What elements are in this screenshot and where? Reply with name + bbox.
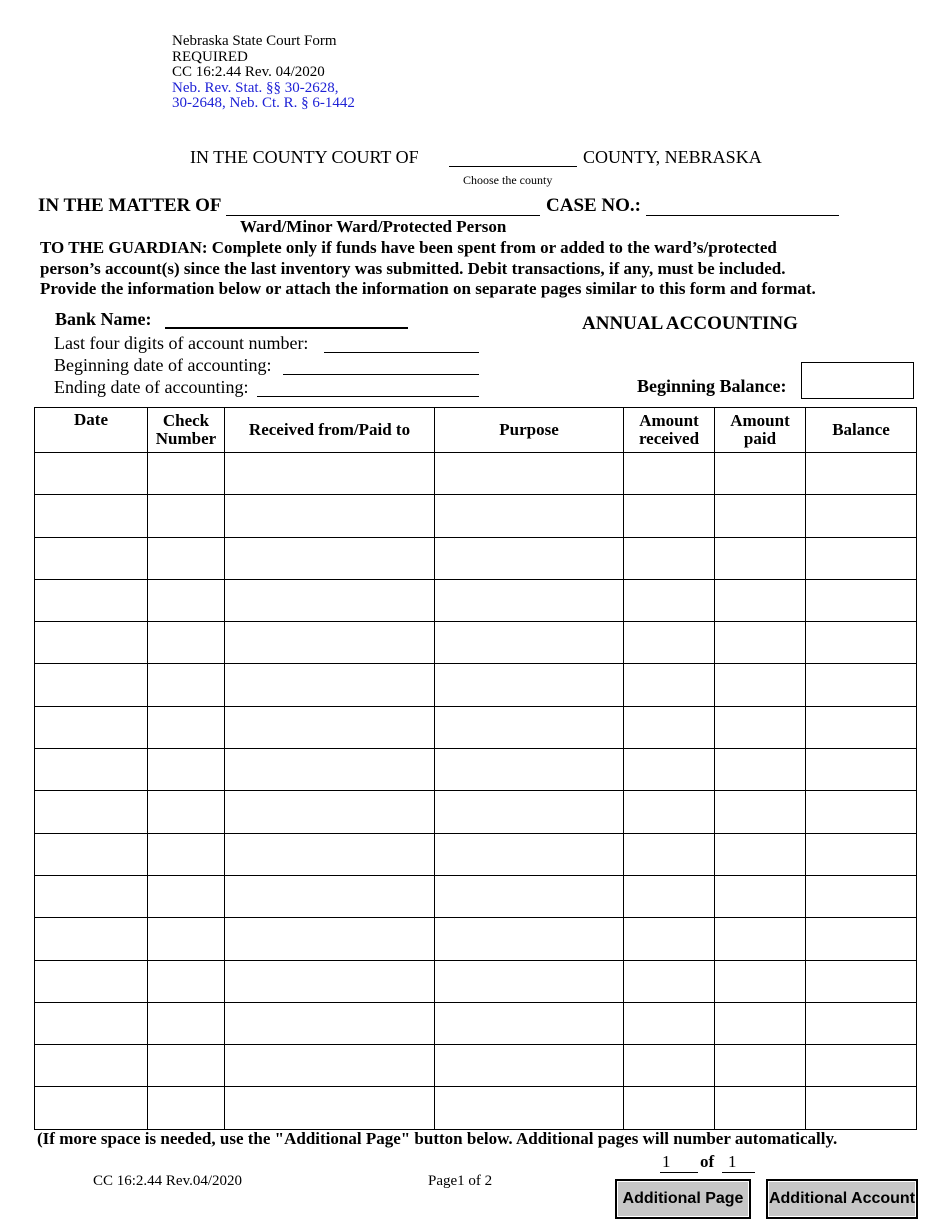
date-cell[interactable] [35, 875, 148, 917]
court-suffix: COUNTY, NEBRASKA [583, 147, 762, 167]
date-cell[interactable] [35, 537, 148, 579]
received-paid-cell[interactable] [225, 749, 435, 791]
purpose-cell[interactable] [435, 453, 624, 495]
purpose-cell[interactable] [435, 537, 624, 579]
end-date-label: Ending date of accounting: [54, 377, 249, 397]
balance-cell[interactable] [806, 495, 917, 537]
purpose-cell[interactable] [435, 1045, 624, 1087]
received-paid-cell[interactable] [225, 495, 435, 537]
county-select[interactable] [449, 146, 577, 167]
balance-cell[interactable] [806, 833, 917, 875]
received-paid-cell[interactable] [225, 960, 435, 1002]
balance-cell[interactable] [806, 1045, 917, 1087]
amount-paid-cell[interactable] [715, 833, 806, 875]
amount-paid-cell[interactable] [715, 1045, 806, 1087]
date-cell[interactable] [35, 791, 148, 833]
balance-cell[interactable] [806, 960, 917, 1002]
bank-name-label: Bank Name: [55, 309, 152, 329]
balance-cell[interactable] [806, 1087, 917, 1129]
bank-name-field[interactable] [165, 307, 408, 329]
purpose-cell[interactable] [435, 833, 624, 875]
check-number-cell[interactable] [148, 918, 225, 960]
purpose-cell[interactable] [435, 875, 624, 917]
table-row [35, 537, 917, 579]
purpose-cell[interactable] [435, 1087, 624, 1129]
table-row [35, 1045, 917, 1087]
received-paid-cell[interactable] [225, 579, 435, 621]
table-row [35, 749, 917, 791]
statute-link-2[interactable]: 30-2648, Neb. Ct. R. § 6-1442 [172, 95, 355, 111]
purpose-cell[interactable] [435, 706, 624, 748]
amount-paid-cell[interactable] [715, 1002, 806, 1044]
amount-paid-cell[interactable] [715, 622, 806, 664]
received-paid-cell[interactable] [225, 1002, 435, 1044]
balance-cell[interactable] [806, 453, 917, 495]
amount-received-cell[interactable] [624, 622, 715, 664]
amount-paid-cell[interactable] [715, 664, 806, 706]
additional-page-button[interactable]: Additional Page [615, 1179, 751, 1219]
beginning-balance-label: Beginning Balance: [637, 376, 787, 396]
received-paid-cell[interactable] [225, 833, 435, 875]
balance-cell[interactable] [806, 918, 917, 960]
check-number-cell[interactable] [148, 1002, 225, 1044]
page-total: 1 [722, 1152, 755, 1173]
purpose-cell[interactable] [435, 960, 624, 1002]
amount-received-cell[interactable] [624, 579, 715, 621]
balance-cell[interactable] [806, 664, 917, 706]
begin-date-label: Beginning date of accounting: [54, 355, 272, 375]
amount-received-cell[interactable] [624, 706, 715, 748]
check-number-cell[interactable] [148, 833, 225, 875]
amount-received-cell[interactable] [624, 918, 715, 960]
ward-name-field[interactable] [226, 195, 540, 216]
amount-paid-cell[interactable] [715, 960, 806, 1002]
col-header-amount-paid: Amount paid [715, 408, 806, 453]
ledger-body [35, 453, 917, 1130]
date-cell[interactable] [35, 1087, 148, 1129]
received-paid-cell[interactable] [225, 664, 435, 706]
table-row [35, 453, 917, 495]
last-four-field[interactable] [324, 333, 479, 353]
date-cell[interactable] [35, 622, 148, 664]
table-row [35, 579, 917, 621]
amount-received-cell[interactable] [624, 664, 715, 706]
guardian-instructions [40, 238, 816, 300]
col-header-purpose: Purpose [435, 408, 624, 453]
beginning-balance-field[interactable] [801, 362, 914, 399]
balance-cell[interactable] [806, 579, 917, 621]
check-number-cell[interactable] [148, 706, 225, 748]
ward-sublabel: Ward/Minor Ward/Protected Person [240, 217, 507, 236]
check-number-cell[interactable] [148, 453, 225, 495]
amount-received-cell[interactable] [624, 875, 715, 917]
purpose-cell[interactable] [435, 495, 624, 537]
amount-received-cell[interactable] [624, 1002, 715, 1044]
table-row [35, 960, 917, 1002]
table-row [35, 664, 917, 706]
table-row [35, 1002, 917, 1044]
col-header-check-number: Check Number [148, 408, 225, 453]
amount-paid-cell[interactable] [715, 453, 806, 495]
form-code: CC 16:2.44 Rev. 04/2020 [172, 64, 325, 80]
amount-paid-cell[interactable] [715, 706, 806, 748]
received-paid-cell[interactable] [225, 1087, 435, 1129]
instructions-line-2: person’s account(s) since the last inventory was submitted. Debit transactions, if any, must be included. [40, 258, 786, 278]
check-number-cell[interactable] [148, 579, 225, 621]
date-cell[interactable] [35, 579, 148, 621]
balance-cell[interactable] [806, 622, 917, 664]
amount-paid-cell[interactable] [715, 537, 806, 579]
check-number-cell[interactable] [148, 875, 225, 917]
page-current: 1 [660, 1152, 698, 1173]
table-header-row [35, 408, 917, 453]
date-cell[interactable] [35, 833, 148, 875]
additional-account-button[interactable]: Additional Account [766, 1179, 918, 1219]
date-cell[interactable] [35, 918, 148, 960]
balance-cell[interactable] [806, 1002, 917, 1044]
received-paid-cell[interactable] [225, 791, 435, 833]
check-number-cell[interactable] [148, 749, 225, 791]
received-paid-cell[interactable] [225, 918, 435, 960]
last-four-label: Last four digits of account number: [54, 333, 309, 353]
col-header-received-paid: Received from/Paid to [225, 408, 435, 453]
purpose-cell[interactable] [435, 579, 624, 621]
date-cell[interactable] [35, 749, 148, 791]
purpose-cell[interactable] [435, 749, 624, 791]
check-number-cell[interactable] [148, 495, 225, 537]
purpose-cell[interactable] [435, 791, 624, 833]
required-label: REQUIRED [172, 49, 248, 65]
page-of-label: of [700, 1152, 715, 1171]
amount-paid-cell[interactable] [715, 495, 806, 537]
received-paid-cell[interactable] [225, 453, 435, 495]
ledger-table [34, 407, 917, 1130]
date-cell[interactable] [35, 1045, 148, 1087]
check-number-cell[interactable] [148, 1087, 225, 1129]
balance-cell[interactable] [806, 791, 917, 833]
table-row [35, 875, 917, 917]
table-row [35, 918, 917, 960]
end-date-field[interactable] [257, 377, 479, 397]
purpose-cell[interactable] [435, 622, 624, 664]
purpose-cell[interactable] [435, 664, 624, 706]
additional-space-note: (If more space is needed, use the "Additional Page" button below. Additional pages will number automatically. [37, 1129, 838, 1148]
amount-received-cell[interactable] [624, 1045, 715, 1087]
matter-label: IN THE MATTER OF [38, 195, 222, 216]
footer-form-code: CC 16:2.44 Rev.04/2020 [93, 1173, 243, 1189]
table-row [35, 622, 917, 664]
amount-received-cell[interactable] [624, 537, 715, 579]
instructions-line-1: TO THE GUARDIAN: Complete only if funds have been spent from or added to the ward’s/protected [40, 238, 777, 257]
statute-link-1[interactable]: Neb. Rev. Stat. §§ 30-2628, [172, 80, 339, 96]
check-number-cell[interactable] [148, 1045, 225, 1087]
instructions-line-3: Provide the information below or attach the information on separate pages similar to this form and format. [40, 279, 816, 298]
amount-received-cell[interactable] [624, 495, 715, 537]
balance-cell[interactable] [806, 875, 917, 917]
table-row [35, 833, 917, 875]
amount-received-cell[interactable] [624, 453, 715, 495]
footer-page-label: Page1 of 2 [428, 1173, 493, 1189]
date-cell[interactable] [35, 495, 148, 537]
amount-received-cell[interactable] [624, 791, 715, 833]
purpose-cell[interactable] [435, 918, 624, 960]
amount-received-cell[interactable] [624, 833, 715, 875]
case-number-field[interactable] [646, 195, 839, 216]
col-header-date: Date [35, 408, 148, 453]
col-header-balance: Balance [806, 408, 917, 453]
amount-paid-cell[interactable] [715, 875, 806, 917]
received-paid-cell[interactable] [225, 1045, 435, 1087]
balance-cell[interactable] [806, 749, 917, 791]
check-number-cell[interactable] [148, 537, 225, 579]
table-row [35, 791, 917, 833]
received-paid-cell[interactable] [225, 622, 435, 664]
check-number-cell[interactable] [148, 791, 225, 833]
table-row [35, 495, 917, 537]
case-number-label: CASE NO.: [546, 195, 642, 216]
amount-paid-cell[interactable] [715, 918, 806, 960]
amount-paid-cell[interactable] [715, 791, 806, 833]
balance-cell[interactable] [806, 537, 917, 579]
amount-received-cell[interactable] [624, 1087, 715, 1129]
received-paid-cell[interactable] [225, 706, 435, 748]
date-cell[interactable] [35, 706, 148, 748]
amount-paid-cell[interactable] [715, 749, 806, 791]
date-cell[interactable] [35, 1002, 148, 1044]
court-prefix: IN THE COUNTY COURT OF [190, 147, 419, 167]
balance-cell[interactable] [806, 706, 917, 748]
date-cell[interactable] [35, 664, 148, 706]
check-number-cell[interactable] [148, 664, 225, 706]
amount-received-cell[interactable] [624, 960, 715, 1002]
check-number-cell[interactable] [148, 622, 225, 664]
begin-date-field[interactable] [283, 355, 479, 375]
col-header-amount-received: Amount received [624, 408, 715, 453]
received-paid-cell[interactable] [225, 537, 435, 579]
table-row [35, 706, 917, 748]
received-paid-cell[interactable] [225, 875, 435, 917]
date-cell[interactable] [35, 960, 148, 1002]
amount-paid-cell[interactable] [715, 1087, 806, 1129]
form-name: Nebraska State Court Form [172, 33, 337, 49]
county-hint: Choose the county [463, 173, 553, 187]
date-cell[interactable] [35, 453, 148, 495]
amount-received-cell[interactable] [624, 749, 715, 791]
table-row [35, 1087, 917, 1129]
amount-paid-cell[interactable] [715, 579, 806, 621]
check-number-cell[interactable] [148, 960, 225, 1002]
annual-accounting-title: ANNUAL ACCOUNTING [582, 313, 798, 334]
purpose-cell[interactable] [435, 1002, 624, 1044]
